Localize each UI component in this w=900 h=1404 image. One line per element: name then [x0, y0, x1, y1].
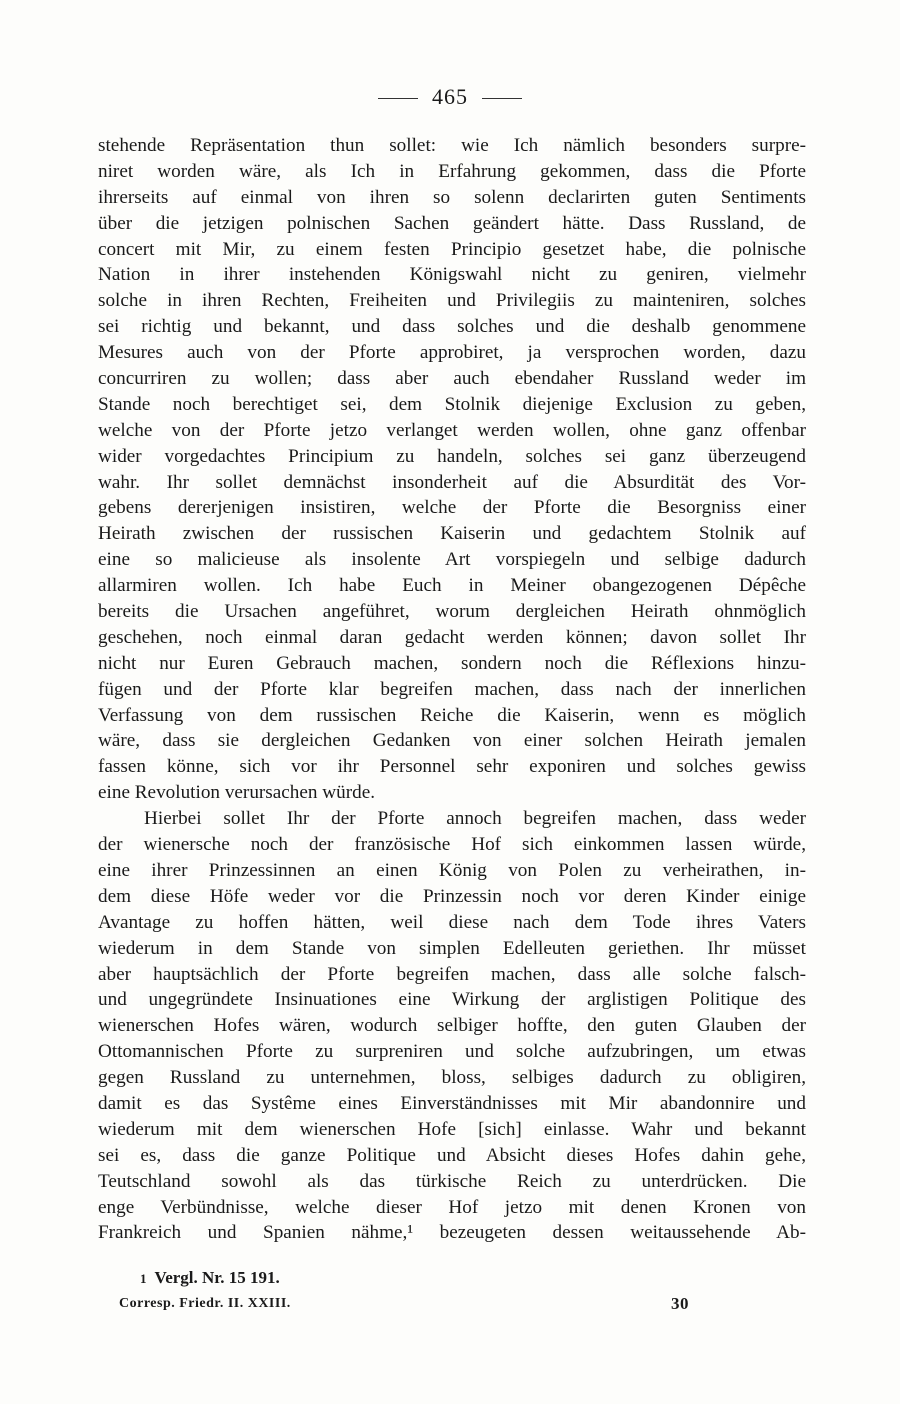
text-line: Frankreich und Spanien nähme,¹ bezeugeten dessen weitaussehende Ab- — [98, 1222, 806, 1244]
paragraph — [98, 133, 806, 806]
text-line: aber hauptsächlich der Pforte begreifen machen, dass alle solche falsch- — [98, 963, 806, 985]
text-line: fassen könne, sich vor ihr Personnel sehr exponiren und solches gewiss — [98, 756, 806, 778]
text-line: geschehen, noch einmal daran gedacht werden können; davon sollet Ihr — [98, 626, 806, 648]
body-text — [98, 133, 806, 1246]
paragraph — [98, 806, 806, 1246]
text-line: der wienersche noch der französische Hof sich einkommen lassen würde, — [98, 834, 806, 856]
text-line: Hierbei sollet Ihr der Pforte annoch begreifen machen, dass weder — [144, 808, 806, 830]
footer-source: Corresp. Friedr. II. XXIII. — [119, 1296, 291, 1311]
text-line: allarmiren wollen. Ich habe Euch in Meiner obangezogenen Dépêche — [98, 575, 806, 597]
header-dash-left — [378, 98, 418, 99]
text-line: fügen und der Pforte klar begreifen machen, dass nach der innerlichen — [98, 678, 806, 700]
text-line: wienerschen Hofes wären, wodurch selbiger hoffte, den guten Glauben der — [98, 1015, 806, 1037]
text-line: wäre, dass sie dergleichen Gedanken von einer solchen Heirath jemalen — [98, 730, 806, 752]
text-line: Nation in ihrer instehenden Königswahl nicht zu geniren, vielmehr — [98, 264, 806, 286]
text-line: nicht nur Euren Gebrauch machen, sondern noch die Réflexions hinzu- — [98, 652, 806, 674]
text-line: sei richtig und bekannt, und dass solches und die deshalb genommene — [98, 316, 806, 338]
text-line: Mesures auch von der Pforte approbiret, ja versprochen worden, dazu — [98, 342, 806, 364]
text-line: wiederum mit dem wienerschen Hofe [sich] einlasse. Wahr und bekannt — [98, 1118, 806, 1140]
page-footer — [119, 1296, 689, 1312]
text-line: sei es, dass die ganze Politique und Absicht dieses Hofes dahin gehe, — [98, 1144, 806, 1166]
text-line: Avantage zu hoffen hätten, weil diese nach dem Tode ihres Vaters — [98, 911, 806, 933]
text-line: eine Revolution verursachen würde. — [98, 782, 376, 804]
text-line: damit es das Systême eines Einverständnisses mit Mir abandonnire und — [98, 1092, 806, 1114]
text-line: Verfassung von dem russischen Reiche die Kaiserin, wenn es möglich — [98, 704, 806, 726]
text-line: concurriren zu wollen; dass aber auch ebendaher Russland weder im — [98, 368, 806, 390]
text-line: concert mit Mir, zu einem festen Principio gesetzet habe, die polnische — [98, 238, 806, 260]
text-line: welche von der Pforte jetzo verlanget werden wollen, ohne ganz offenbar — [98, 419, 806, 441]
text-line: Ottomannischen Pforte zu surpreniren und solche aufzubringen, um etwas — [98, 1041, 806, 1063]
signature-mark: 30 — [671, 1294, 689, 1313]
text-line: ihrerseits auf einmal von ihren so solenn declarirten guten Sentiments — [98, 186, 806, 208]
text-line: wider vorgedachtes Principium zu handeln, solches sei ganz überzeugend — [98, 445, 806, 467]
text-line: wahr. Ihr sollet demnächst insonderheit auf die Absurdität des Vor- — [98, 471, 806, 493]
text-line: bereits die Ursachen angeführet, worum dergleichen Heirath ohnmöglich — [98, 601, 806, 623]
footnote — [140, 1268, 280, 1288]
footnote-marker: 1 — [140, 1271, 147, 1286]
header-dash-right — [482, 98, 522, 99]
text-line: eine so malicieuse als insolente Art vorspiegeln und selbige dadurch — [98, 549, 806, 571]
text-line: gebens dererjenigen insistiren, welche der Pforte die Besorgniss einer — [98, 497, 806, 519]
text-line: Heirath zwischen der russischen Kaiserin und gedachtem Stolnik auf — [98, 523, 806, 545]
text-line: gegen Russland zu unternehmen, bloss, selbiges dadurch zu obligiren, — [98, 1067, 806, 1089]
text-line: und ungegründete Insinuationes eine Wirkung der arglistigen Politique des — [98, 989, 806, 1011]
text-line: wiederum in dem Stande von simplen Edelleuten geriethen. Ihr müsset — [98, 937, 806, 959]
text-line: stehende Repräsentation thun sollet: wie Ich nämlich besonders surpre- — [98, 135, 806, 156]
page-number: 465 — [432, 84, 468, 109]
footnote-text: Vergl. Nr. 15 191. — [154, 1268, 280, 1287]
text-line: solche in ihren Rechten, Freiheiten und Privilegiis zu mainteniren, solches — [98, 290, 806, 312]
text-line: enge Verbündnisse, welche dieser Hof jetzo mit denen Kronen von — [98, 1196, 806, 1218]
text-line: Teutschland sowohl als das türkische Reich zu unterdrücken. Die — [98, 1170, 806, 1192]
text-line: dem diese Höfe weder vor die Prinzessin noch vor deren Kinder einige — [98, 885, 806, 907]
text-line: über die jetzigen polnischen Sachen geändert hätte. Dass Russland, de — [98, 212, 806, 234]
page-header — [0, 84, 900, 110]
text-line: niret worden wäre, als Ich in Erfahrung gekommen, dass die Pforte — [98, 160, 806, 182]
text-line: Stande noch berechtiget sei, dem Stolnik diejenige Exclusion zu geben, — [98, 393, 806, 415]
text-line: eine ihrer Prinzessinnen an einen König von Polen zu verheirathen, in- — [98, 859, 806, 881]
